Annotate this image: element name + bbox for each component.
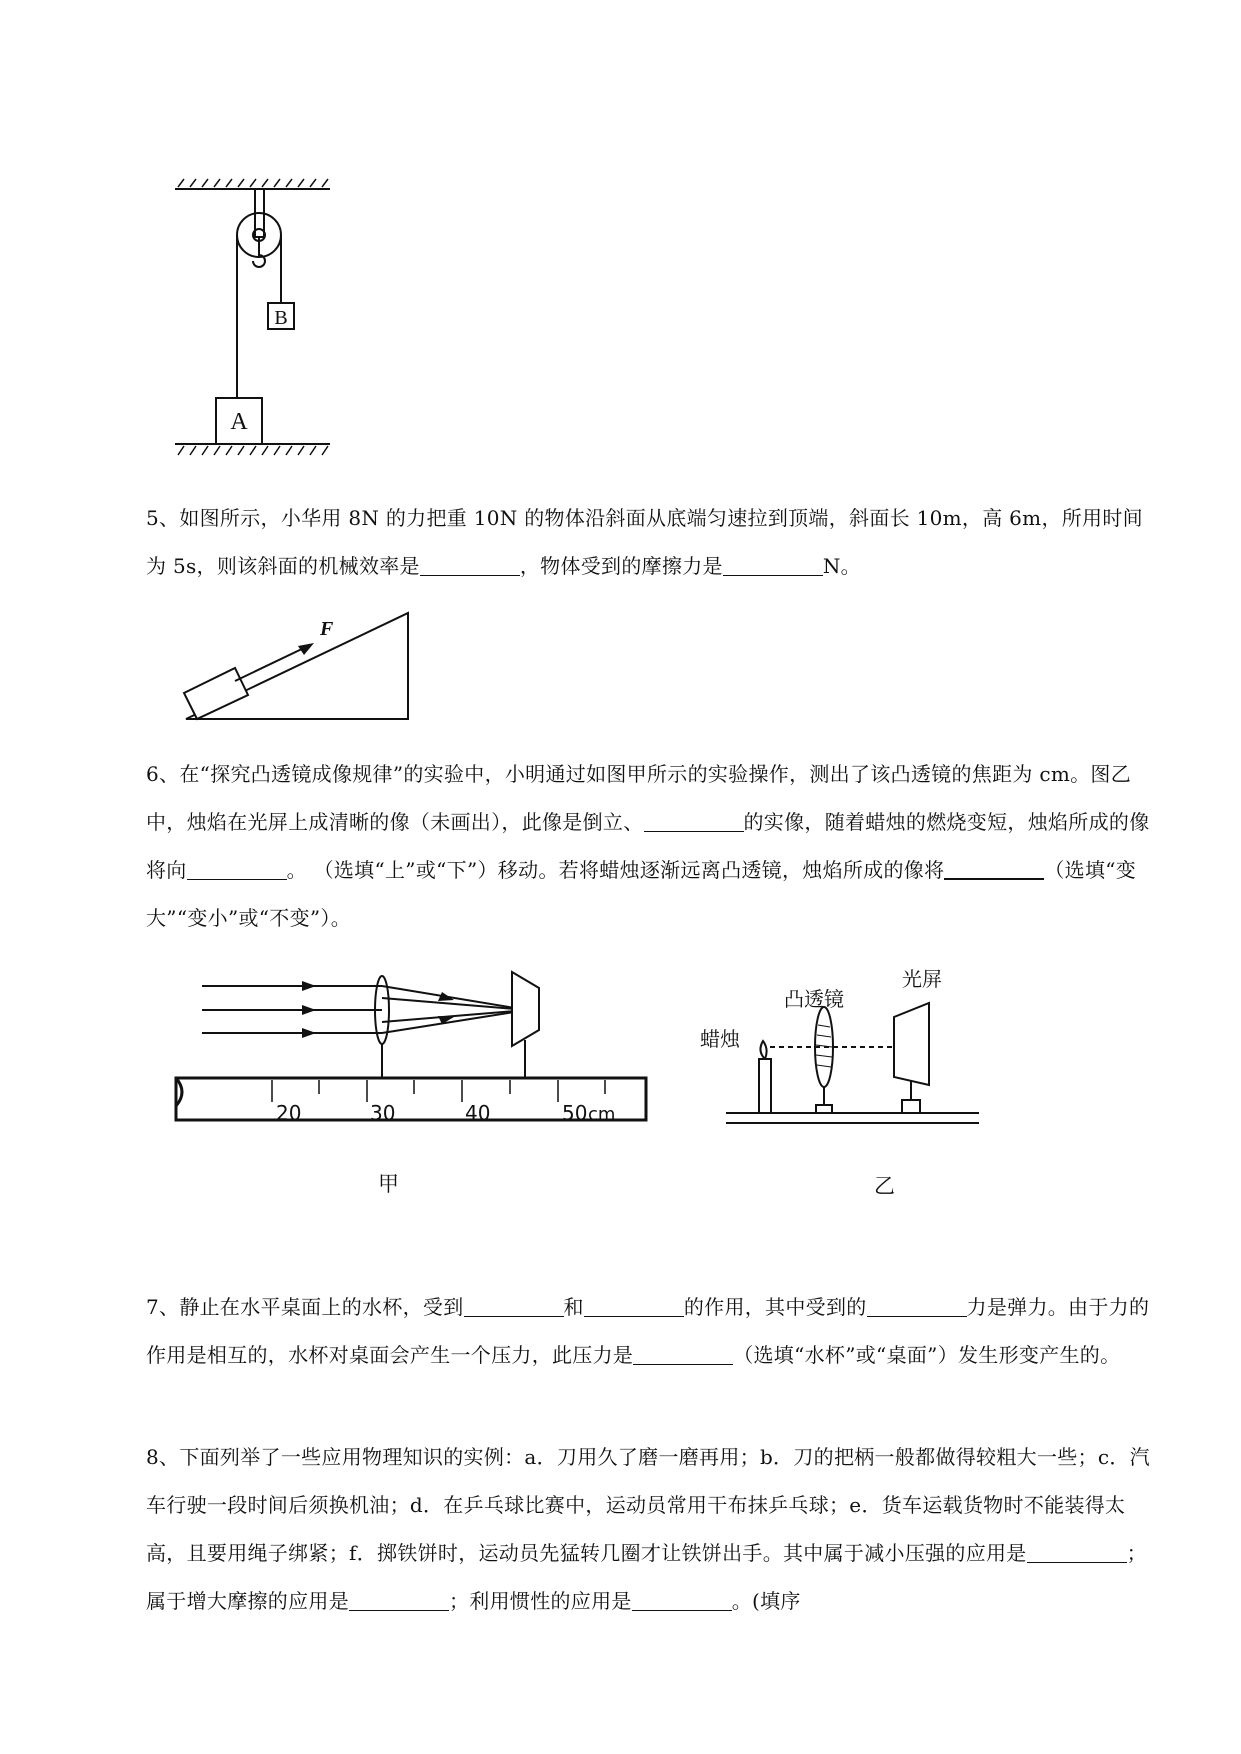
answer-blank[interactable]: [944, 858, 1044, 880]
tick-label-40: 40: [465, 1101, 491, 1125]
candle-lens-screen-figure: [724, 955, 984, 1135]
block-b-label: B: [274, 307, 288, 329]
ruler-unit: cm: [588, 1104, 616, 1125]
figure-yi-caption: 乙: [874, 1174, 895, 1198]
force-label: F: [320, 618, 334, 640]
lens-label: 凸透镜: [784, 987, 844, 1011]
question-5-number: 5、: [146, 506, 180, 530]
question-5-text-3: N。: [822, 554, 861, 578]
question-5-text-1: 如图所示，小华用 8N 的力把重 10N 的物体沿斜面从底端匀速拉到顶端，斜面长 10m，高 6m，所用时间为 5s，则该斜面的机械效率是: [146, 506, 1143, 578]
question-6-text-1: 在“探究凸透镜成像规律”的实验中，小明通过如图甲所示的实验操作，测出了该凸透镜的焦距为 cm。图乙中，烛焰在光屏上成清晰的像（未画出），此像是倒立、: [146, 762, 1131, 834]
question-7-number: 7、: [146, 1295, 180, 1319]
question-8-text-1: 下面列举了一些应用物理知识的实例：a．刀用久了磨一磨再用；b．刀的把柄一般都做得较粗大一些；c．汽车行驶一段时间后须换机油；d．在乒乓球比赛中，运动员常用干布抹乒乓球；e．货车运载货物时不能装得太高，且要用绳子绑紧；f．掷铁饼时，运动员先猛转几圈才让铁饼出手。其中属于减小压强的应用是: [146, 1445, 1150, 1565]
question-6-text-3: 。 （选填“上”或“下”）移动。若将蜡烛逐渐远离凸透镜，烛焰所成的像将: [286, 858, 945, 882]
answer-blank[interactable]: [723, 555, 823, 576]
focal-length-figure: [172, 960, 652, 1140]
question-8-text-4: 。(填序: [731, 1589, 801, 1613]
question-8: [146, 1433, 1156, 1625]
question-8-text-3: ；利用惯性的应用是: [449, 1589, 632, 1613]
question-6-text-2: 的实像，随着蜡烛的燃烧变短，烛焰所成的像将向: [146, 810, 1150, 882]
pulley-figure: [170, 175, 340, 470]
question-7-text-1: 静止在水平桌面上的水杯，受到: [179, 1295, 464, 1319]
question-7: [146, 1283, 1156, 1379]
tick-label-30: 30: [370, 1101, 396, 1125]
question-7-text-2: 和: [563, 1295, 584, 1319]
answer-blank[interactable]: [644, 811, 744, 832]
question-6-number: 6、: [146, 762, 180, 786]
tick-label-20: 20: [276, 1101, 302, 1125]
answer-blank[interactable]: [187, 859, 287, 880]
answer-blank[interactable]: [633, 1344, 733, 1365]
answer-blank[interactable]: [420, 555, 520, 576]
candle-label: 蜡烛: [700, 1027, 740, 1051]
screen-label: 光屏: [902, 967, 942, 991]
figure-jia-caption: 甲: [378, 1172, 399, 1196]
tick-label-50: 50: [562, 1101, 588, 1125]
incline-figure: [180, 605, 420, 725]
answer-blank[interactable]: [584, 1296, 684, 1317]
answer-blank[interactable]: [632, 1590, 732, 1611]
block-a-label: A: [230, 409, 248, 435]
question-8-text-2: ；属于增大摩擦的应用是: [146, 1541, 1147, 1613]
answer-blank[interactable]: [464, 1296, 564, 1317]
question-5: [146, 494, 1156, 590]
answer-blank[interactable]: [1027, 1542, 1127, 1563]
question-6-text-4: （选填“变大”“变小”或“不变”）。: [146, 858, 1137, 930]
question-7-text-4: 力是弹力。由于力的作用是相互的，水杯对桌面会产生一个压力，此压力是: [146, 1295, 1150, 1367]
answer-blank[interactable]: [349, 1590, 449, 1611]
question-6: [146, 750, 1156, 942]
answer-blank[interactable]: [867, 1296, 967, 1317]
question-5-text-2: ，物体受到的摩擦力是: [519, 554, 723, 578]
question-7-text-5: （选填“水杯”或“桌面”）发生形变产生的。: [733, 1343, 1121, 1367]
question-8-number: 8、: [146, 1445, 180, 1469]
question-7-text-3: 的作用，其中受到的: [683, 1295, 867, 1319]
